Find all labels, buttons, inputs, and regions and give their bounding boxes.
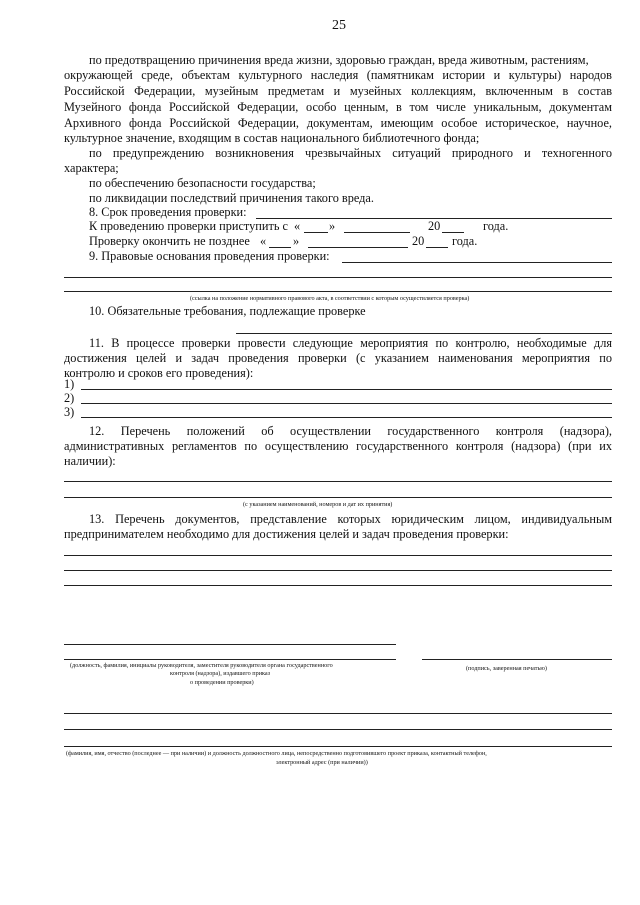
position-blank[interactable]: [64, 644, 396, 645]
end-year-blank[interactable]: [426, 247, 448, 248]
year-suffix: года.: [483, 219, 509, 233]
text-line: 11. В процессе проверки провести следующие мероприятия по контролю, необходимые для: [89, 336, 612, 350]
year-prefix: 20: [428, 219, 441, 233]
text-line: 12. Перечень положений об осуществлении государственного контроля (надзора),: [89, 424, 612, 438]
year-suffix: года.: [452, 234, 478, 248]
text-line: характера;: [64, 161, 119, 175]
item13-blank[interactable]: [64, 585, 612, 586]
text-line: предпринимателем необходимо для достижения целей и задач проведения проверки:: [64, 527, 509, 541]
position-caption: контроля (надзора), издавшего приказ: [170, 670, 271, 677]
text-line: культурное значение, входящим в состав национального библиотечного фонда;: [64, 131, 480, 145]
entry-number: 1): [64, 377, 75, 391]
item12-caption: (с указанием наименований, номеров и дат их принятия): [243, 501, 393, 508]
item9-blank[interactable]: [342, 262, 612, 263]
executor-caption: (фамилия, имя, отчество (последнее — при наличии) и должность должностного лица, непосредственно подготовившего проект приказа, контактный телефон,: [66, 750, 487, 757]
executor-caption: электронный адрес (при наличии)): [276, 759, 368, 766]
text-line: по ликвидации последствий причинения такого вреда.: [89, 191, 374, 205]
end-month-blank[interactable]: [308, 247, 408, 248]
item9-label: 9. Правовые основания проведения проверки:: [89, 249, 330, 263]
quote-close: »: [293, 234, 300, 248]
text-line: по предупреждению возникновения чрезвычайных ситуаций природного и техногенного: [89, 146, 612, 160]
text-line: наличии):: [64, 454, 116, 468]
item9-blank[interactable]: [64, 291, 612, 292]
start-day-blank[interactable]: [304, 232, 328, 233]
year-prefix: 20: [412, 234, 425, 248]
item9-blank[interactable]: [64, 277, 612, 278]
entry-blank[interactable]: [81, 417, 612, 418]
item12-blank[interactable]: [64, 481, 612, 482]
quote-open: «: [294, 219, 301, 233]
executor-blank[interactable]: [64, 713, 612, 714]
item8-end-label: Проверку окончить не позднее: [89, 234, 250, 248]
item10-blank[interactable]: [236, 333, 612, 334]
quote-open: «: [260, 234, 267, 248]
text-line: Музейного фонда Российской Федерации, особо ценным, в том числе уникальным, документам: [64, 100, 612, 114]
item13-blank[interactable]: [64, 570, 612, 571]
executor-blank[interactable]: [64, 746, 612, 747]
text-line: по обеспечению безопасности государства;: [89, 176, 316, 190]
entry-number: 2): [64, 391, 75, 405]
position-caption: о проведении проверки): [190, 679, 254, 686]
quote-close: »: [329, 219, 336, 233]
item8-label: 8. Срок проведения проверки:: [89, 205, 247, 219]
page-number: 25: [332, 18, 346, 33]
text-line: Архивного фонда Российской Федерации, документам, имеющим особое историческое, научное,: [64, 116, 612, 130]
entry-blank[interactable]: [81, 403, 612, 404]
entry-number: 3): [64, 405, 75, 419]
item12-blank[interactable]: [64, 497, 612, 498]
text-line: административных регламентов по осуществлению государственного контроля (надзора) (при их: [64, 439, 612, 453]
start-month-blank[interactable]: [344, 232, 410, 233]
start-year-blank[interactable]: [442, 232, 464, 233]
signature-blank[interactable]: [422, 659, 612, 660]
text-line: окружающей среде, объектам культурного наследия (памятникам истории и культуры) народов: [64, 68, 612, 82]
signature-caption: (подпись, заверенная печатью): [466, 665, 547, 672]
entry-blank[interactable]: [81, 389, 612, 390]
item10-label: 10. Обязательные требования, подлежащие проверке: [89, 304, 366, 318]
item9-caption: (ссылка на положение нормативного правового акта, в соответствии с которым осуществляется проверка): [190, 295, 470, 302]
position-caption: (должность, фамилия, инициалы руководителя, заместителя руководителя органа государственного: [70, 662, 333, 669]
text-line: достижения целей и задач проведения проверки (с указанием наименования мероприятия по: [64, 351, 612, 365]
end-day-blank[interactable]: [269, 247, 291, 248]
text-line: Российской Федерации, музейным предметам и музейных коллекциям, включенным в состав: [64, 84, 612, 98]
text-line: контролю и сроков его проведения):: [64, 366, 254, 380]
text-line: 13. Перечень документов, представление которых юридическим лицом, индивидуальным: [89, 512, 612, 526]
item13-blank[interactable]: [64, 555, 612, 556]
text-line: по предотвращению причинения вреда жизни, здоровью граждан, вреда животным, растениям,: [89, 53, 589, 67]
executor-blank[interactable]: [64, 729, 612, 730]
item8-start-label: К проведению проверки приступить с: [89, 219, 288, 233]
position-blank[interactable]: [64, 659, 396, 660]
